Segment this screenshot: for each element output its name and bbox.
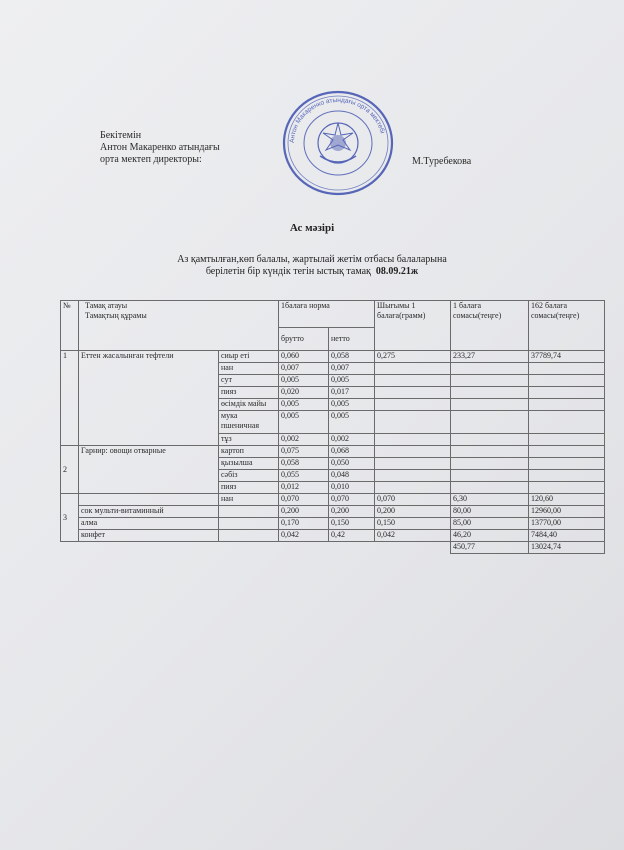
ingredient: сиыр еті (219, 351, 279, 363)
consumption-cell: 0,200 (375, 506, 451, 518)
ingredient: пияз (219, 482, 279, 494)
brutto-cell: 0,005 (279, 375, 329, 387)
ingredient: сәбіз (219, 470, 279, 482)
brutto-cell: 0,005 (279, 411, 329, 434)
brutto-cell: 0,058 (279, 458, 329, 470)
ingredient: нан (219, 494, 279, 506)
item-name: алма (79, 518, 219, 530)
approval-line-1: Бекітемін (100, 130, 142, 141)
totals-row (61, 542, 605, 554)
brutto-cell: 0,012 (279, 482, 329, 494)
netto-cell: 0,010 (329, 482, 375, 494)
netto-cell: 0,150 (329, 518, 375, 530)
menu-date: 08.09.21ж (375, 266, 419, 277)
netto-cell: 0,005 (329, 411, 375, 434)
table-row (61, 530, 605, 542)
netto-cell: 0,007 (329, 363, 375, 375)
brutto-cell: 0,020 (279, 387, 329, 399)
header-norm: 1балаға норма (279, 301, 375, 328)
approval-line-3: орта мектеп директоры: (100, 154, 202, 165)
ingredient: қызылша (219, 458, 279, 470)
cost-total-cell: 37789,74 (529, 351, 605, 363)
header-consumption: Шығымы 1 балаға(грамм) (375, 301, 451, 351)
cost-total-cell: 7484,40 (529, 530, 605, 542)
item-name: конфет (79, 530, 219, 542)
cost-one-cell: 80,00 (451, 506, 529, 518)
brutto-cell: 0,060 (279, 351, 329, 363)
netto-cell: 0,058 (329, 351, 375, 363)
consumption-cell: 0,070 (375, 494, 451, 506)
ingredient: картоп (219, 446, 279, 458)
netto-cell: 0,068 (329, 446, 375, 458)
total-cost-total: 13024,74 (529, 542, 605, 554)
ingredient: тұз (219, 434, 279, 446)
cost-one-cell: 46,20 (451, 530, 529, 542)
page-title: Ас мәзірі (289, 222, 335, 234)
brutto-cell: 0,042 (279, 530, 329, 542)
brutto-cell: 0,055 (279, 470, 329, 482)
ingredient: өсімдік майы (219, 399, 279, 411)
netto-cell: 0,048 (329, 470, 375, 482)
netto-cell: 0,002 (329, 434, 375, 446)
ingredient: нан (219, 363, 279, 375)
menu-table (60, 300, 605, 554)
cost-one-cell: 233,27 (451, 351, 529, 363)
brutto-cell: 0,075 (279, 446, 329, 458)
subtitle-line-1: Аз қамтылған,көп балалы, жартылай жетім отбасы балаларына (177, 254, 447, 265)
netto-cell: 0,005 (329, 399, 375, 411)
netto-cell: 0,200 (329, 506, 375, 518)
header-dish-composition: Тамақтың құрамы (85, 311, 147, 320)
consumption-cell: 0,150 (375, 518, 451, 530)
cost-total-cell: 13770,00 (529, 518, 605, 530)
brutto-cell: 0,002 (279, 434, 329, 446)
ingredient: пияз (219, 387, 279, 399)
brutto-cell: 0,170 (279, 518, 329, 530)
netto-cell: 0,050 (329, 458, 375, 470)
header-netto: нетто (329, 328, 375, 351)
cost-total-cell: 120,60 (529, 494, 605, 506)
table-row (61, 351, 605, 363)
brutto-cell: 0,005 (279, 399, 329, 411)
group-name: Еттен жасалынған тефтели (79, 351, 219, 446)
brutto-cell: 0,007 (279, 363, 329, 375)
table-row (61, 494, 605, 506)
netto-cell: 0,017 (329, 387, 375, 399)
header-num: № (61, 301, 79, 351)
group-num: 2 (61, 446, 79, 494)
table-row (61, 506, 605, 518)
cost-one-cell: 6,30 (451, 494, 529, 506)
netto-cell: 0,005 (329, 375, 375, 387)
ingredient: сут (219, 375, 279, 387)
signer-name: М.Туребекова (412, 156, 472, 167)
netto-cell: 0,070 (329, 494, 375, 506)
consumption-cell: 0,275 (375, 351, 451, 363)
header-dish (79, 301, 279, 351)
subtitle-line-2 (0, 266, 624, 277)
total-cost-one: 450,77 (451, 542, 529, 554)
table-row (61, 446, 605, 458)
official-seal (280, 88, 396, 198)
subtitle-text: берілетін бір күндік тегін ыстық тамақ (205, 266, 371, 277)
netto-cell: 0,42 (329, 530, 375, 542)
header-brutto: брутто (279, 328, 329, 351)
header-dish-name: Тамақ атауы (85, 301, 128, 310)
brutto-cell: 0,200 (279, 506, 329, 518)
approval-block (100, 130, 220, 166)
table-header-row (61, 301, 605, 328)
seal-text: Антон Макаренко атындағы орта мектебі (288, 96, 386, 144)
table-row (61, 518, 605, 530)
group-name: Гарнир: овощи отварные (79, 446, 219, 494)
item-name: сок мульти-витаминный (79, 506, 219, 518)
cost-one-cell: 85,00 (451, 518, 529, 530)
header-cost-one: 1 балаға сомасы(теңге) (451, 301, 529, 351)
cost-total-cell: 12960,00 (529, 506, 605, 518)
group-num: 3 (61, 494, 79, 542)
ingredient: мука пшеничная (219, 411, 279, 434)
consumption-cell: 0,042 (375, 530, 451, 542)
header-cost-total: 162 балаға сомасы(теңге) (529, 301, 605, 351)
approval-line-2: Антон Макаренко атындағы (100, 142, 220, 153)
group-num: 1 (61, 351, 79, 446)
emblem-icon (318, 123, 358, 163)
brutto-cell: 0,070 (279, 494, 329, 506)
